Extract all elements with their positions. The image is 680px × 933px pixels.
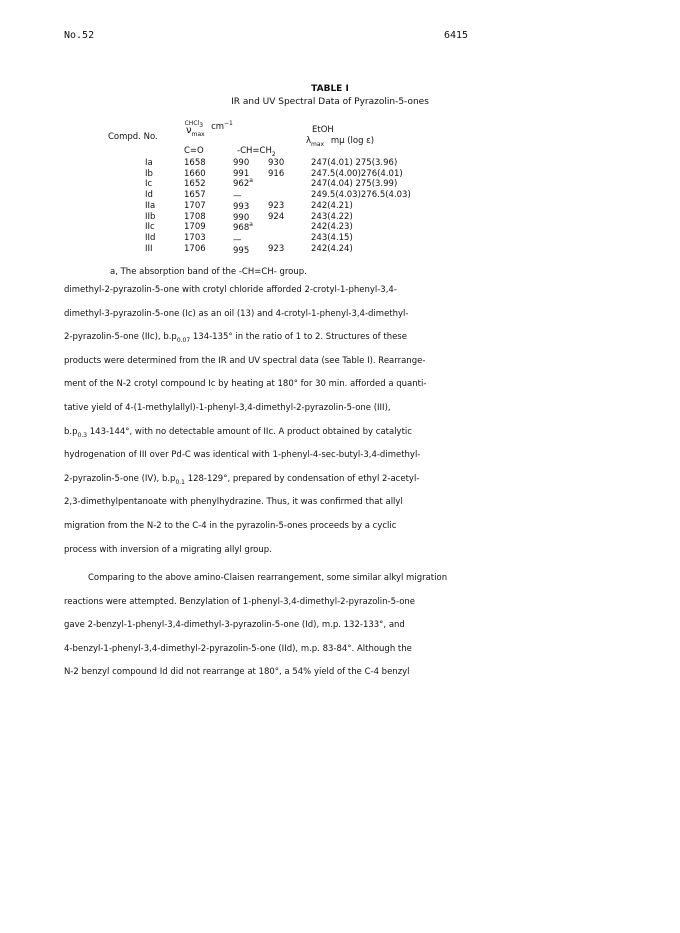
ir-nu-symbol: ν <box>186 125 192 136</box>
table-title: TABLE I <box>311 84 349 94</box>
cell-ch1: 993 <box>233 201 250 212</box>
text-line: dimethyl-3-pyrazolin-5-one (Ic) as an oil (13) and 4-crotyl-1-phenyl-3,4-dimethyl- <box>64 308 409 319</box>
uv-unit: mμ (log ε) <box>330 136 375 146</box>
cell-uv: 242(4.24) <box>311 243 353 254</box>
cell-uv: 242(4.23) <box>311 222 353 233</box>
paragraph-2 <box>64 567 469 685</box>
column-chch-2 <box>268 158 284 254</box>
text-line <box>64 326 469 350</box>
text-line: products were determined from the IR and UV spectral data (see Table I). Rearrange- <box>64 355 426 366</box>
cell-ch1: 968$^a$ <box>233 221 253 234</box>
cell-uv: 247(4.01) 275(3.96) <box>311 158 398 168</box>
text-line: migration from the N-2 to the C-4 in the pyrazolin-5-ones proceeds by a cyclic <box>64 520 397 531</box>
cell-uv: 249.5(4.03)276.5(4.03) <box>311 190 411 201</box>
header-ir <box>184 120 245 138</box>
header-co: C=O <box>184 146 204 156</box>
cell-ch2 <box>268 222 284 233</box>
uv-max-sub: max <box>311 141 325 148</box>
cell-uv: 247.5(4.00)276(4.01) <box>311 168 403 179</box>
cell-ch1: 995 <box>233 245 250 256</box>
page-header-journal-no: No.52 <box>64 30 95 41</box>
footnote-marker: a <box>249 177 253 185</box>
text-line: ment of the N-2 crotyl compound Ic by heating at 180° for 30 min. afforded a quanti- <box>64 379 427 390</box>
header-compd-no: Compd. No. <box>108 132 158 142</box>
cell-co: 1709 <box>184 222 206 233</box>
cell-compd: IIc <box>145 222 155 233</box>
text-line: reactions were attempted. Benzylation of 1-phenyl-3,4-dimethyl-2-pyrazolin-5-one <box>64 596 416 607</box>
cell-ch1: 962$^a$ <box>233 177 253 190</box>
cell-compd: Ib <box>145 168 153 179</box>
page-number: 6415 <box>444 30 469 41</box>
cell-co: 1703 <box>184 232 206 243</box>
text-line: dimethyl-2-pyrazolin-5-one with crotyl chloride afforded 2-crotyl-1-phenyl-3,4- <box>64 285 397 295</box>
text-line <box>64 421 469 445</box>
text-segment: 2-pyrazolin-5-one (IIc), b.p <box>64 332 177 343</box>
cell-co: 1660 <box>184 168 206 179</box>
ir-solvent-sub: 3 <box>199 122 204 129</box>
header-chch-text: -CH=CH <box>237 146 272 156</box>
text-segment: 143-144°, with no detectable amount of IIc. A product obtained by catalytic <box>87 426 412 437</box>
column-compd <box>145 158 155 254</box>
cell-ch2 <box>268 233 284 244</box>
text-line: 4-benzyl-1-phenyl-3,4-dimethyl-2-pyrazolin-5-one (IId), m.p. 83-84°. Although the <box>64 643 412 654</box>
cell-uv: 243(4.22) <box>311 211 353 222</box>
text-line: process with inversion of a migrating allyl group. <box>64 544 272 555</box>
cell-co: 1658 <box>184 158 206 168</box>
column-uv <box>311 158 411 254</box>
column-co <box>184 158 206 254</box>
cell-ch1: 990 <box>233 212 250 223</box>
cell-ch1: 990 <box>233 158 250 168</box>
cell-uv: 242(4.21) <box>311 200 353 211</box>
table-footnote: a, The absorption band of the -CH=CH- group. <box>110 267 307 277</box>
cell-co: 1657 <box>184 190 206 201</box>
cell-ch1: — <box>233 234 242 245</box>
pressure-subscript: 0.3 <box>77 431 88 439</box>
ir-solvent: CHCl <box>184 120 200 127</box>
text-line: gave 2-benzyl-1-phenyl-3,4-dimethyl-3-pyrazolin-5-one (Id), m.p. 132-133°, and <box>64 620 405 631</box>
text-segment: 128-129°, prepared by condensation of ethyl 2-acetyl- <box>185 473 420 484</box>
text-line: hydrogenation of III over Pd-C was identical with 1-phenyl-4-sec-butyl-3,4-dimethyl- <box>64 450 421 461</box>
pressure-subscript: 0.07 <box>176 337 191 345</box>
cell-ch1: — <box>233 191 242 202</box>
column-chch-1 <box>233 158 253 256</box>
cell-co: 1708 <box>184 211 206 222</box>
cell-compd: IIa <box>145 200 156 211</box>
text-segment: 2-pyrazolin-5-one (IV), b.p <box>64 473 176 484</box>
footnote-marker: a <box>249 221 253 229</box>
text-line <box>64 468 469 492</box>
cell-compd: Ic <box>145 179 153 190</box>
cell-compd: III <box>145 243 153 254</box>
cell-ch2: 916 <box>268 168 285 179</box>
cell-co: 1652 <box>184 179 206 190</box>
text-line: tative yield of 4-(1-methylallyl)-1-phenyl-3,4-dimethyl-2-pyrazolin-5-one (III), <box>64 402 391 413</box>
cell-co: 1706 <box>184 243 206 254</box>
cell-ch2: 923 <box>268 243 285 254</box>
cell-compd: IIb <box>145 211 156 222</box>
text-line: Comparing to the above amino-Claisen rearrangement, some similar alkyl migration <box>88 573 448 583</box>
uv-solvent: EtOH <box>312 125 334 135</box>
cell-ch2 <box>268 179 284 190</box>
text-line: N-2 benzyl compound Id did not rearrange at 180°, a 54% yield of the C-4 benzyl <box>64 667 410 678</box>
cell-ch2: 930 <box>268 158 285 168</box>
text-segment: b.p <box>64 426 78 437</box>
header-uv-lambda <box>306 136 375 148</box>
cell-compd: Id <box>145 190 153 201</box>
text-line: 2,3-dimethylpentanoate with phenylhydrazine. Thus, it was confirmed that allyl <box>64 497 403 508</box>
header-uv <box>306 125 334 135</box>
cell-uv: 243(4.15) <box>311 232 353 243</box>
cell-ch2: 924 <box>268 211 285 222</box>
ir-unit: cm <box>211 122 225 132</box>
header-chch-sub: 2 <box>271 151 276 158</box>
ir-max-sub: max <box>191 131 205 138</box>
cell-co: 1707 <box>184 200 206 211</box>
text-segment: 134-135° in the ratio of 1 to 2. Structures of these <box>190 332 407 343</box>
cell-compd: Ia <box>145 158 153 168</box>
cell-compd: IId <box>145 232 156 243</box>
ir-unit-sup: −1 <box>224 120 233 127</box>
header-chch <box>237 146 276 156</box>
cell-uv: 247(4.04) 275(3.99) <box>311 179 398 190</box>
cell-ch2: 923 <box>268 200 285 211</box>
pressure-subscript: 0.1 <box>175 478 185 486</box>
cell-ch1: 991 <box>233 168 250 179</box>
table-subtitle: IR and UV Spectral Data of Pyrazolin-5-ones <box>231 97 429 107</box>
uv-lambda-symbol: λ <box>306 136 312 146</box>
cell-ch2 <box>268 190 284 201</box>
paragraph-1 <box>64 279 469 562</box>
